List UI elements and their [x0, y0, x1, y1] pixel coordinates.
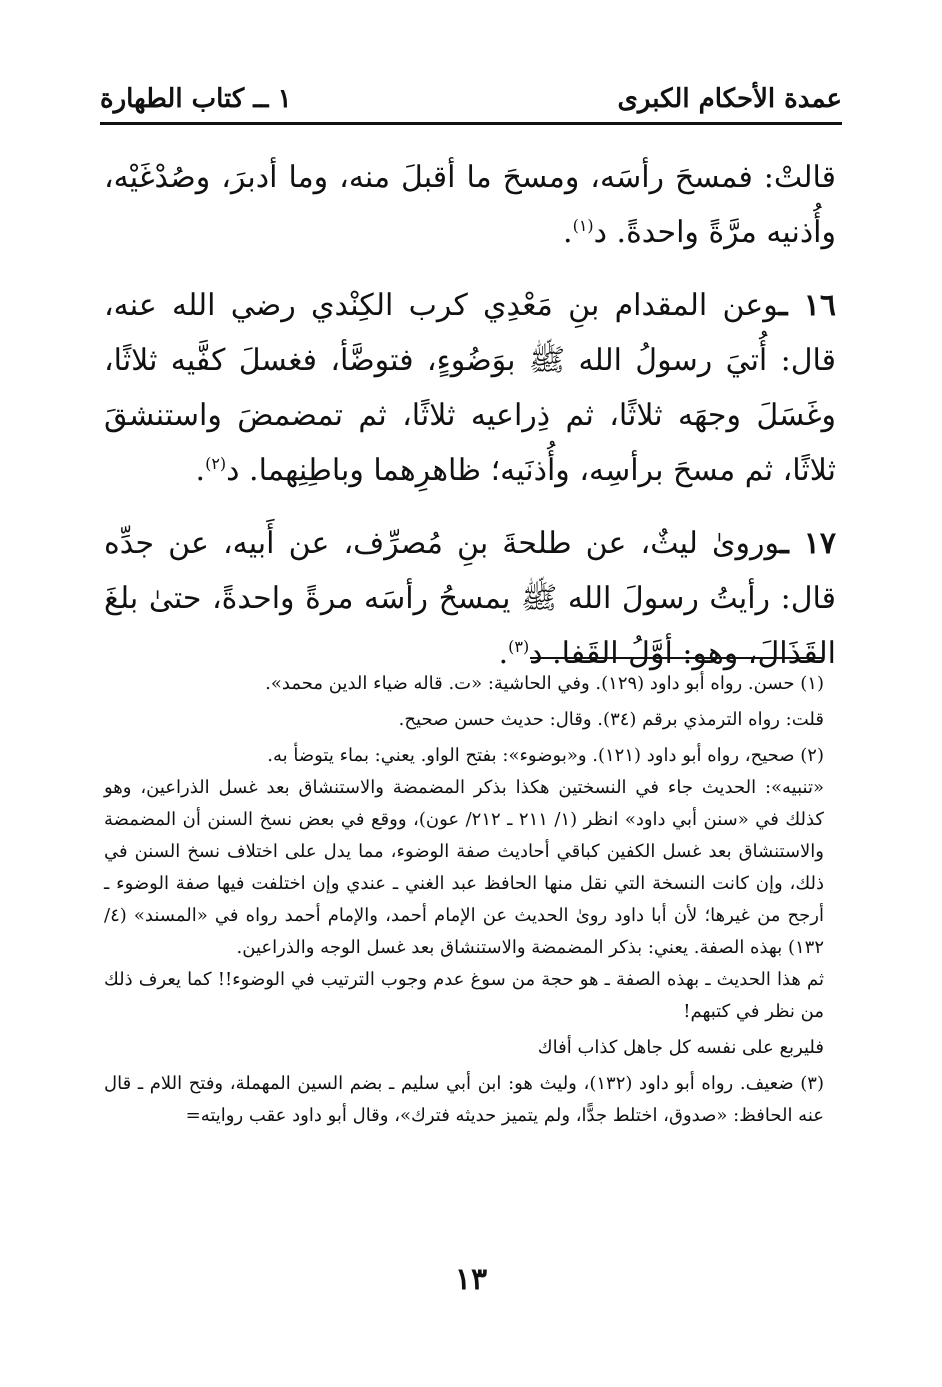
- footnote-2-notice: «تنبيه»: الحديث جاء في النسختين هكذا بذكر المضمضة والاستنشاق بعد غسل الذراعين، وهو كذلك في «سنن أبي داود» انظر (١/ ٢١١ ـ ٢١٢/ عون)، ووقع في بعض نسخ السنن أن المضمضة والاستنشاق بعد غسل الكفين كباقي أحاديث صفة الوضوء، مما يدل على اختلاف نسخ السنن في ذلك، وإن كانت النسخة التي نقل منها الحافظ عبد الغني ـ عندي وإن اختلفت فيها صفة الوضوء ـ أرجح من غيرها؛ لأن أبا داود روىٰ الحديث عن الإمام أحمد، والإمام أحمد رواه في «المسند» (٤/ ١٣٢) بهذه الصفة. يعني: بذكر المضمضة والاستنشاق بعد غسل الوجه والذراعين.: [104, 777, 824, 958]
- footnote-1: (١) حسن. رواه أبو داود (١٢٩). وفي الحاشية: «ت. قاله ضياء الدين محمد».: [265, 673, 824, 694]
- hadith-17: ١٧ ـوروىٰ ليثٌ، عن طلحةَ بنِ مُصرِّف، عن أَبيه، عن جدِّه قال: رأيتُ رسولَ الله ﷺ يمسحُ رأسَه مرةً واحدةً، حتىٰ بلغَ القَذَالَ، وهو: أوَّلُ القَفا. د$^{(٣)}$.: [104, 526, 837, 671]
- paragraph-continuation: قالتْ: فمسحَ رأسَه، ومسحَ ما أقبلَ منه، وما أدبرَ، وصُدْغَيْه، وأُذنيه مرَّةً واحدةً. د$^{(١)}$.: [104, 160, 836, 250]
- footnote-1-note: قلت: رواه الترمذي برقم (٣٤). وقال: حديث حسن صحيح.: [398, 709, 824, 730]
- header-divider: [100, 122, 842, 125]
- footnote-divider: [530, 657, 822, 659]
- footnote-ref: (٣): [508, 637, 530, 656]
- footnote-2: (٢) صحيح، رواه أبو داود (١٢١). و«بوضوء»: بفتح الواو. يعني: بماء يتوضأ به.: [267, 745, 824, 766]
- footnote-2-remark: ثم هذا الحديث ـ بهذه الصفة ـ هو حجة من سوغ عدم وجوب الترتيب في الوضوء!! كما يعرف ذلك من نظر في كتبهم!: [104, 969, 824, 1022]
- chapter-title: ١ ــ كتاب الطهارة: [100, 84, 292, 114]
- footnote-ref: (٢): [205, 454, 227, 473]
- page-number: ١٣: [454, 1262, 488, 1297]
- footnote-ref: (١): [572, 216, 594, 235]
- book-title: عمدة الأحكام الكبرى: [617, 84, 842, 114]
- footnote-3: (٣) ضعيف. رواه أبو داود (١٣٢)، وليث هو: ابن أبي سليم ـ بضم السين المهملة، وفتح اللام ـ قال عنه الحافظ: «صدوق، اختلط جدًّا، ولم يتميز حديثه فترك»، وقال أبو داود عقب روايته=: [104, 1073, 824, 1126]
- running-header: [100, 80, 842, 120]
- hadith-number: ١٧ ـ: [779, 526, 837, 561]
- footnotes: [104, 668, 824, 1132]
- footnote-2-verse: فليربع على نفسه كل جاهل كذاب أفاك: [537, 1037, 824, 1058]
- hadith-number: ١٦ ـ: [778, 288, 837, 323]
- main-text: [104, 150, 836, 699]
- hadith-16: ١٦ ـوعن المقدام بنِ مَعْدِي كرب الكِنْدي رضي الله عنه، قال: أُتيَ رسولُ الله ﷺ بوَضُوءٍ، فتوضَّأ، فغسلَ كفَّيه ثلاثًا، وغَسَلَ وجهَه ثلاثًا، ثم ذِراعيه ثلاثًا، ثم تمضمضَ واستنشقَ ثلاثًا، ثم مسحَ برأسِه، وأُذنَيه؛ ظاهرِهما وباطِنِهما. د$^{(٢)}$.: [104, 288, 837, 488]
